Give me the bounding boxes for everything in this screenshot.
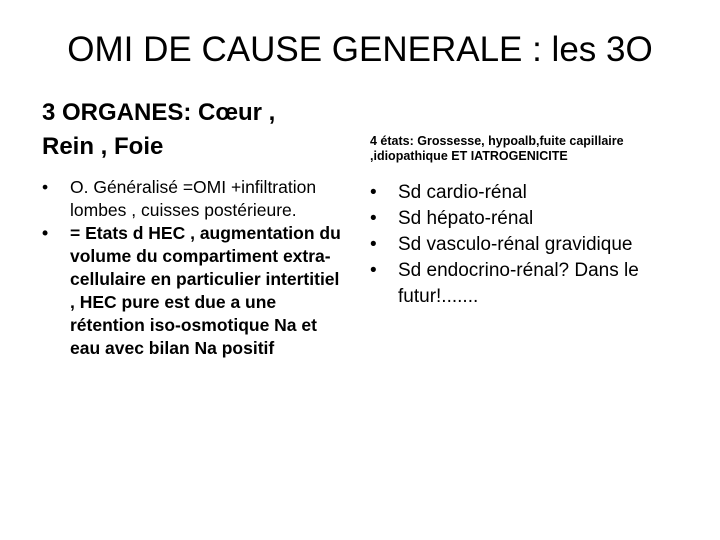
bullet-icon: • [42,177,49,197]
list-item-text: Sd endocrino-rénal? Dans le futur!....... [398,260,639,307]
states-heading-line-1: 4 états: Grossesse, hypoalb,fuite capillaire [370,134,624,148]
list-item-text: Sd vasculo-rénal gravidique [398,234,633,255]
list-item [42,222,342,360]
list-item-text: Sd hépato-rénal [398,208,534,229]
right-column [370,134,690,310]
bullet-icon: • [42,223,49,243]
list-item [370,258,690,310]
list-item-text: O. Généralisé =OMI +infiltration lombes , cuisses postérieure. [70,177,317,220]
list-item [370,206,690,232]
bullet-icon: • [370,234,377,255]
list-item-text: Sd cardio-rénal [398,182,527,203]
list-item [42,176,342,222]
states-heading-line-2: ,idiopathique ET IATROGENICITE [370,149,568,163]
list-item-text: = Etats d HEC , augmentation du volume du compartiment extra-cellulaire en particulier intertitiel , HEC pure est due a une rétention iso-osmotique Na et eau avec bilan Na positif [70,223,341,358]
bullet-icon: • [370,208,377,229]
list-item [370,232,690,258]
slide-title: OMI DE CAUSE GENERALE : les 3O [67,30,653,69]
bullet-icon: • [370,182,377,203]
organs-heading-line-2: Rein , Foie [42,133,164,160]
states-heading [370,134,690,164]
organs-bullet-list [42,176,342,360]
bullet-icon: • [370,260,377,281]
organs-heading-line-1: 3 ORGANES: Cœur , [42,99,276,126]
syndromes-bullet-list [370,180,690,310]
left-column [42,96,342,360]
organs-heading [42,96,342,164]
list-item [370,180,690,206]
